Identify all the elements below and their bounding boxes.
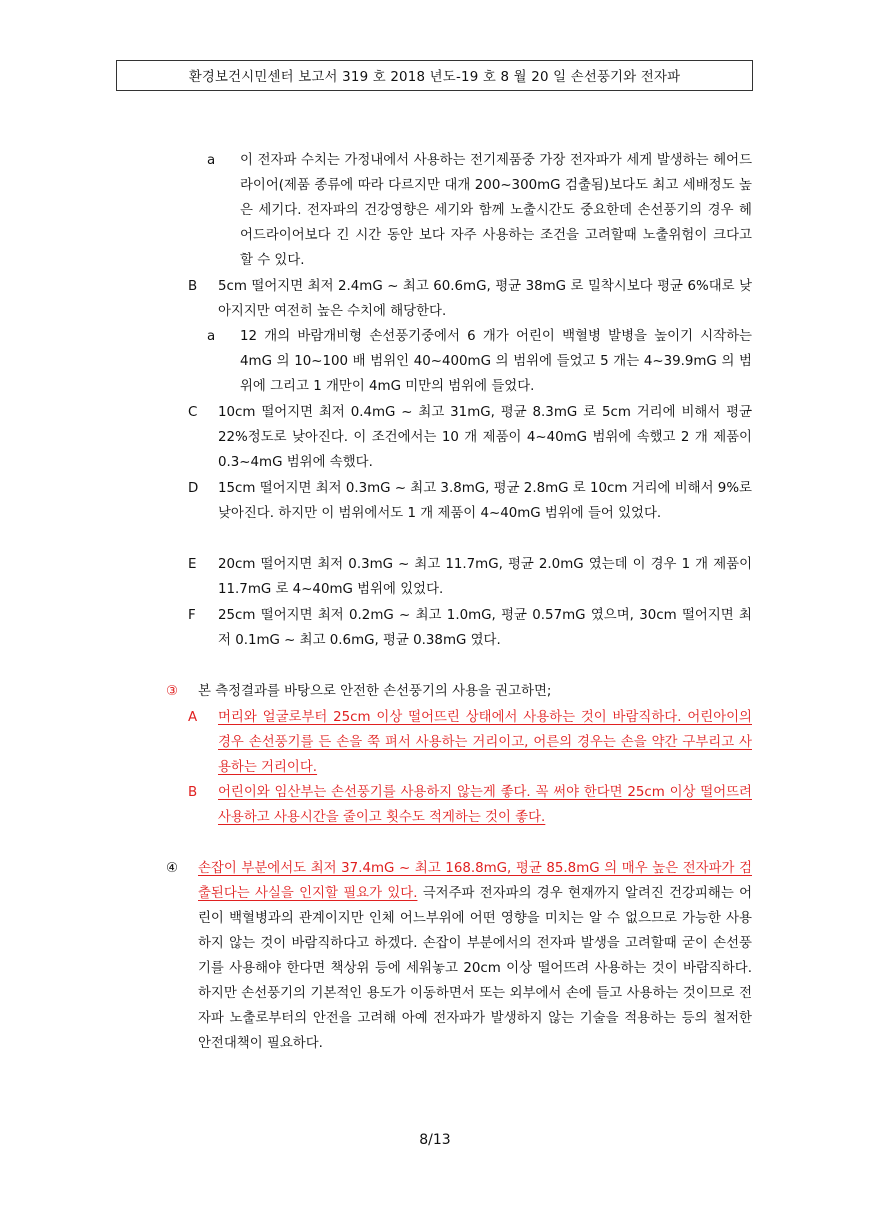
list-item: 5cm 떨어지면 최저 2.4mG ~ 최고 60.6mG, 평균 38mG 로 밀착시보다 평균 6%대로 낮아지지만 여전히 높은 수치에 해당한다.: [218, 279, 752, 319]
report-header: [116, 60, 753, 91]
list-marker-circled: ④: [166, 861, 179, 876]
section-intro: 본 측정결과를 바탕으로 안전한 손선풍기의 사용을 권고하면;: [198, 684, 552, 699]
highlight-text: 손잡이 부분에서도 최저 37.4mG ~ 최고 168.8mG, 평균 85.8mG 의 매우 높은 전자파가 검출된다는 사실을 인지할 필요가 있다.: [198, 861, 752, 901]
list-marker: F: [188, 608, 196, 623]
list-item: 이 전자파 수치는 가정내에서 사용하는 전기제품중 가장 전자파가 세게 발생하는 헤어드라이어(제품 종류에 따라 다르지만 대개 200~300mG 검출됨)보다도 최고 세배정도 높은 세기다. 전자파의 건강영향은 세기와 함께 노출시간도 중요한데 손선풍기의 경우 헤어드라이어보다 긴 시간 동안 보다 자주 사용하는 조건을 고려할때 노출위험이 크다고 할 수 있다.: [240, 153, 752, 268]
list-item-highlight: 어린이와 임산부는 손선풍기를 사용하지 않는게 좋다. 꼭 써야 한다면 25cm 이상 떨어뜨려 사용하고 사용시간을 줄이고 횟수도 적게하는 것이 좋다.: [218, 785, 752, 825]
list-item: 15cm 떨어지면 최저 0.3mG ~ 최고 3.8mG, 평균 2.8mG 로 10cm 거리에 비해서 9%로 낮아진다. 하지만 이 범위에서도 1 개 제품이 4~40mG 범위에 들어 있었다.: [218, 481, 752, 521]
list-item-highlight: 머리와 얼굴로부터 25cm 이상 떨어뜨린 상태에서 사용하는 것이 바람직하다. 어린아이의 경우 손선풍기를 든 손을 쭉 펴서 사용하는 거리이고, 어른의 경우는 손을 약간 구부리고 사용하는 거리이다.: [218, 710, 752, 775]
list-item: 12 개의 바람개비형 손선풍기중에서 6 개가 어린이 백혈병 발병을 높이기 시작하는 4mG 의 10~100 배 범위인 40~400mG 의 범위에 들었고 5 개는 4~39.9mG 의 범위에 그리고 1 개만이 4mG 미만의 범위에 들었다.: [240, 329, 752, 394]
list-marker: D: [188, 481, 199, 496]
page-number: 8/13: [419, 1132, 451, 1148]
list-marker: C: [188, 405, 198, 420]
list-marker: a: [207, 153, 216, 168]
list-marker: A: [188, 710, 198, 725]
list-item: [198, 856, 752, 1056]
list-marker: E: [188, 557, 197, 572]
list-marker-circled: ③: [166, 684, 179, 699]
list-item: 10cm 떨어지면 최저 0.4mG ~ 최고 31mG, 평균 8.3mG 로 5cm 거리에 비해서 평균 22%정도로 낮아진다. 이 조건에서는 10 개 제품이 4~40mG 범위에 속했고 2 개 제품이 0.3~4mG 범위에 속했다.: [218, 405, 753, 470]
list-marker: a: [207, 329, 216, 344]
list-marker: B: [188, 279, 198, 294]
list-item: 25cm 떨어지면 최저 0.2mG ~ 최고 1.0mG, 평균 0.57mG 였으며, 30cm 떨어지면 최저 0.1mG ~ 최고 0.6mG, 평균 0.38mG 였다.: [218, 608, 752, 648]
list-marker: B: [188, 785, 198, 800]
body-text: 극저주파 전자파의 경우 현재까지 알려진 건강피해는 어린이 백혈병과의 관계이지만 인체 어느부위에 어떤 영향을 미치는 알 수 없으므로 가능한 사용하지 않는 것이 바람직하다고 하겠다. 손잡이 부분에서의 전자파 발생을 고려할때 굳이 손선풍기를 사용해야 한다면 책상위 등에 세워놓고 20cm 이상 떨어뜨려 사용하는 것이 바람직하다. 하지만 손선풍기의 기본적인 용도가 이동하면서 또는 외부에서 손에 들고 사용하는 것이므로 전자파 노출로부터의 안전을 고려해 아예 전자파가 발생하지 않는 기술을 적용하는 등의 철저한 안전대책이 필요하다.: [198, 886, 752, 1051]
list-item: 20cm 떨어지면 최저 0.3mG ~ 최고 11.7mG, 평균 2.0mG 였는데 이 경우 1 개 제품이 11.7mG 로 4~40mG 범위에 있었다.: [218, 557, 752, 597]
report-header-title: 환경보건시민센터 보고서 319 호 2018 년도-19 호 8 월 20 일 손선풍기와 전자파: [188, 70, 681, 85]
